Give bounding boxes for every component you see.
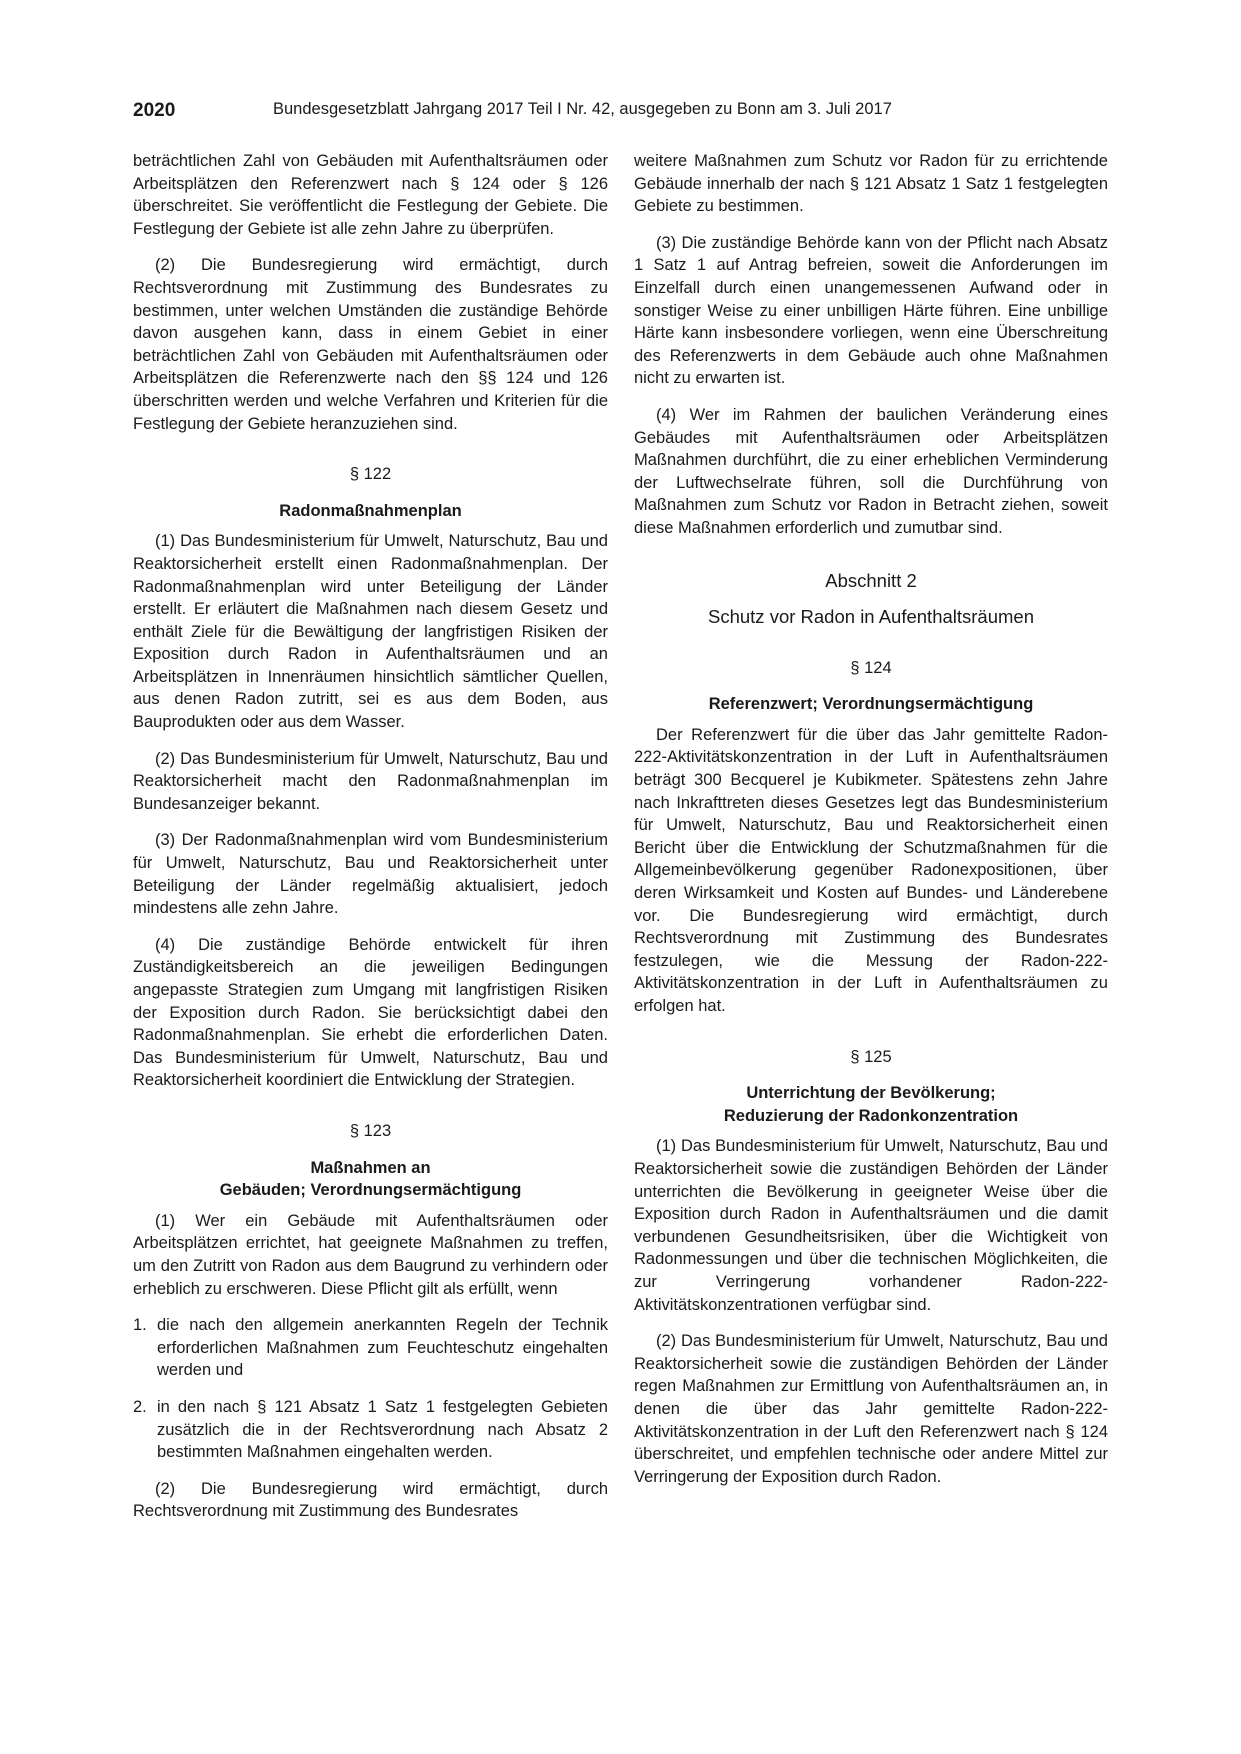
paragraph-124: Der Referenzwert für die über das Jahr gemittelte Radon-222-Aktivitätskonzentration in der Luft in Aufenthaltsräumen beträgt 300 Becquerel je Kubikmeter. Spätestens zehn Jahre nach Inkrafttreten dieses Gesetzes legt das Bundesministerium für Umwelt, Naturschutz, Bau und Reaktorsicherheit einen Bericht über die Entwicklung der Schutzmaßnahmen für die Allgemeinbevölkerung gegenüber Radonexpositionen, über deren Wirksamkeit und Kosten auf Bundes- und Länderebene vor. Die Bundesregierung wird ermächtigt, durch Rechtsverordnung mit Zustimmung des Bundesrates festzulegen, wie die Messung der Radon-222-Aktivitätskonzentration in der Luft in Aufenthaltsräumen zu erfolgen hat. [634,725,1108,1015]
list-item-number: 1. [133,1316,147,1335]
section-title-122: Radonmaßnahmenplan [279,501,462,520]
paragraph-122-4: (4) Die zuständige Behörde entwickelt für ihren Zuständigkeitsbereich an die jeweiligen Bedingungen angepasste Strategien zum Umgang mit langfristigen Risiken der Exposition durch Radon. Sie berücksichtigt dabei den Radonmaßnahmenplan. Sie erhebt die erforderlichen Daten. Das Bundesministerium für Umwelt, Naturschutz, Bau und Reaktorsicherheit koordiniert die Entwicklung der Strategien. [133,935,608,1090]
section-title-125-line-2: Reduzierung der Radonkonzentration [723,1106,1019,1125]
chapter-number: Abschnitt 2 [825,569,917,591]
list-item-text: in den nach § 121 Absatz 1 Satz 1 festgelegten Gebieten zusätzlich die in der Rechtsverordnung nach Absatz 2 bestimmten Maßnahmen eingehalten werden. [157,1397,608,1462]
list-item-text: die nach den allgemein anerkannten Regeln der Technik erforderlichen Maßnahmen zum Feuchteschutz eingehalten werden und [157,1316,608,1380]
section-title-125-line-1: Unterrichtung der Bevölkerung; [746,1084,996,1103]
section-title-123-line-1: Maßnahmen an [310,1158,431,1177]
paragraph-125-2: (2) Das Bundesministerium für Umwelt, Naturschutz, Bau und Reaktorsicherheit sowie die zuständigen Behörden der Länder regen Maßnahmen zur Ermittlung von Aufenthaltsräumen an, in denen die über das Jahr gemittelte Radon-222-Aktivitätskonzentration in der Luft den Referenzwert nach § 124 überschreitet, und empfehlen technische oder andere Mittel zur Verringerung der Exposition durch Radon. [634,1332,1108,1486]
gazette-title: Bundesgesetzblatt Jahrgang 2017 Teil I Nr. 42, ausgegeben zu Bonn am 3. Juli 2017 [273,100,892,118]
paragraph-123-3: (3) Die zuständige Behörde kann von der Pflicht nach Absatz 1 Satz 1 auf Antrag befreien, soweit die Anforderungen im Einzelfall durch einen unangemessenen Aufwand oder in sonstiger Weise zu einer unbilligen Härte führen. Eine unbillige Härte kann insbesondere vorliegen, wenn eine Überschreitung des Referenzwerts in dem Gebäude auch ohne Maßnahmen nicht zu erwarten ist. [634,233,1108,388]
section-title-123-line-2: Gebäuden; Verordnungsermächtigung [219,1181,522,1200]
section-title-124: Referenzwert; Verordnungsermächtigung [708,695,1034,714]
section-number-125: § 125 [850,1047,892,1066]
page-number: 2020 [133,100,176,121]
list-item-number: 2. [133,1397,147,1416]
paragraph-continuation: beträchtlichen Zahl von Gebäuden mit Aufenthaltsräumen oder Arbeitsplätzen den Referenzwert nach § 124 oder § 126 überschreitet. Sie veröffentlicht die Festlegung der Gebiete. Die Festlegung der Gebiete ist alle zehn Jahre zu überprüfen. [133,152,608,238]
paragraph-continuation: weitere Maßnahmen zum Schutz vor Radon für zu errichtende Gebäude innerhalb der nach § 121 Absatz 1 Satz 1 festgelegten Gebiete zu bestimmen. [634,152,1108,216]
paragraph-121-2: (2) Die Bundesregierung wird ermächtigt, durch Rechtsverordnung mit Zustimmung des Bundesrates zu bestimmen, unter welchen Umständen die zuständige Behörde davon ausgehen kann, dass in einem Gebiet in einer beträchtlichen Zahl von Gebäuden mit Aufenthaltsräumen oder Arbeitsplätzen die Referenzwerte nach den §§ 124 und 126 überschritten werden und welche Verfahren und Kriterien für die Festlegung der Gebiete heranzuziehen sind. [133,256,608,433]
list-item [133,1396,608,1464]
chapter-title: Schutz vor Radon in Aufenthaltsräumen [708,606,1034,628]
paragraph-123-1: (1) Wer ein Gebäude mit Aufenthaltsräumen oder Arbeitsplätzen errichtet, hat geeignete Maßnahmen zu treffen, um den Zutritt von Radon aus dem Baugrund zu verhindern oder erheblich zu erschweren. Diese Pflicht gilt als erfüllt, wenn [133,1211,608,1298]
paragraph-123-2: (2) Die Bundesregierung wird ermächtigt, durch Rechtsverordnung mit Zustimmung des Bundesrates [133,1479,608,1521]
left-column [133,150,608,1537]
paragraph-123-4: (4) Wer im Rahmen der baulichen Veränderung eines Gebäudes mit Aufenthaltsräumen oder Arbeitsplätzen Maßnahmen durchführt, die zu einer erheblichen Verminderung der Luftwechselrate führen, soll die Durchführung von Maßnahmen zum Schutz vor Radon in Betracht ziehen, soweit diese Maßnahmen erforderlich und zumutbar sind. [634,405,1108,537]
section-number-122: § 122 [349,465,392,484]
section-title-123 [133,1157,608,1202]
list-item [133,1314,608,1382]
paragraph-122-2: (2) Das Bundesministerium für Umwelt, Naturschutz, Bau und Reaktorsicherheit macht den Radonmaßnahmenplan im Bundesanzeiger bekannt. [133,749,608,813]
section-number-124: § 124 [850,658,892,677]
paragraph-122-3: (3) Der Radonmaßnahmenplan wird vom Bundesministerium für Umwelt, Naturschutz, Bau und Reaktorsicherheit unter Beteiligung der Länder regelmäßig aktualisiert, jedoch mindestens alle zehn Jahre. [133,831,608,918]
page-header [133,100,1108,124]
paragraph-125-1: (1) Das Bundesministerium für Umwelt, Naturschutz, Bau und Reaktorsicherheit sowie die zuständigen Behörden der Länder unterrichten die Bevölkerung in geeigneter Weise über die Exposition durch Radon in Aufenthaltsräumen und die damit verbundenen Gesundheitsrisiken, über die Wichtigkeit von Radonmessungen und über die technischen Möglichkeiten, die zur Verringerung vorhandener Radon-222-Aktivitätskonzentrationen verfügbar sind. [634,1137,1108,1314]
right-column [634,150,1108,1502]
section-title-125 [634,1082,1108,1127]
section-number-123: § 123 [349,1121,392,1140]
paragraph-122-1: (1) Das Bundesministerium für Umwelt, Naturschutz, Bau und Reaktorsicherheit erstellt einen Radonmaßnahmenplan. Der Radonmaßnahmenplan wird unter Beteiligung der Länder erstellt. Er erläutert die Maßnahmen nach diesem Gesetz und enthält Ziele für die Bewältigung der langfristigen Risiken der Exposition durch Radon in Aufenthaltsräumen und an Arbeitsplätzen in Innenräumen hinsichtlich sämtlicher Quellen, aus denen Radon zutritt, sei es aus dem Boden, aus Bauprodukten oder aus dem Wasser. [133,532,608,732]
